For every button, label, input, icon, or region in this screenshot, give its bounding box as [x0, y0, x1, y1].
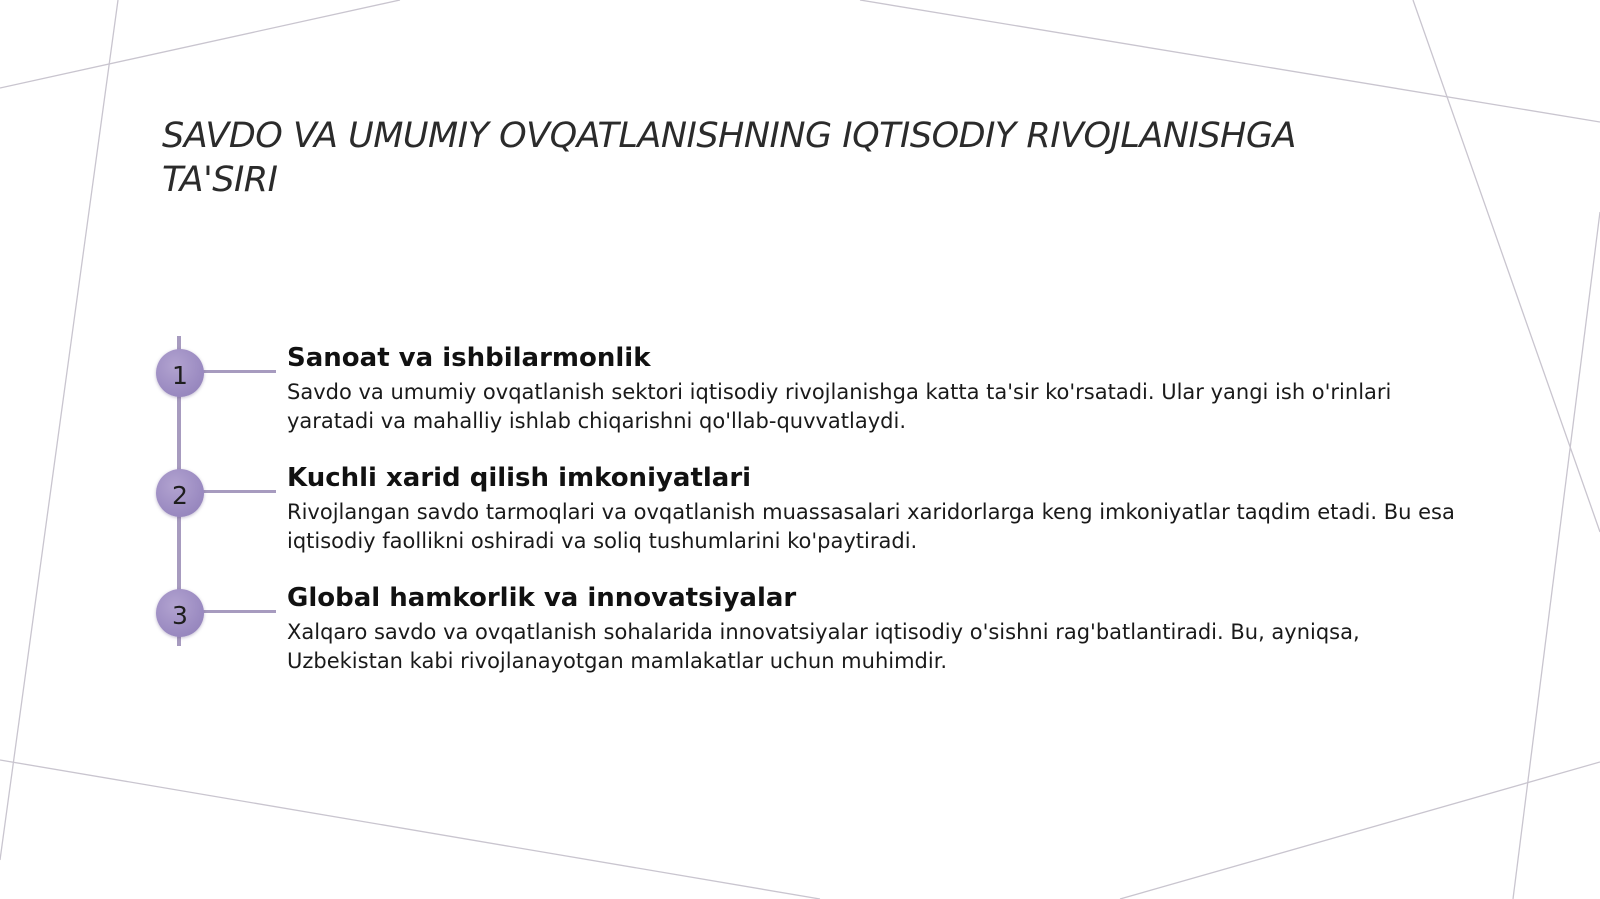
step-connector	[200, 610, 276, 613]
step-heading: Global hamkorlik va innovatsiyalar	[287, 583, 797, 613]
step-number: 1	[172, 360, 188, 390]
step-connector	[200, 490, 276, 493]
step-connector	[200, 370, 276, 373]
slide-title: SAVDO VA UMUMIY OVQATLANISHNING IQTISODIY RIVOJLANISHGA TA'SIRI	[162, 116, 1296, 200]
step-number-circle	[156, 589, 204, 637]
step-heading: Kuchli xarid qilish imkoniyatlari	[287, 463, 752, 493]
step-heading: Sanoat va ishbilarmonlik	[287, 343, 651, 373]
step-number: 3	[172, 600, 188, 630]
step-body: Xalqaro savdo va ovqatlanish sohalarida innovatsiyalar iqtisodiy o'sishni rag'batlantiradi. Bu, ayniqsa, Uzbekistan kabi rivojlanayotgan mamlakatlar uchun muhimdir.	[287, 620, 1360, 673]
step-number: 2	[172, 480, 188, 510]
step-number-circle	[156, 469, 204, 517]
step-body: Savdo va umumiy ovqatlanish sektori iqtisodiy rivojlanishga katta ta'sir ko'rsatadi. Ular yangi ish o'rinlari yaratadi va mahalliy ishlab chiqarishni qo'llab-quvvatlaydi.	[287, 380, 1392, 433]
step-number-circle	[156, 349, 204, 397]
step-body: Rivojlangan savdo tarmoqlari va ovqatlanish muassasalari xaridorlarga keng imkoniyatlar taqdim etadi. Bu esa iqtisodiy faollikni oshiradi va soliq tushumlarini ko'paytiradi.	[287, 500, 1455, 553]
